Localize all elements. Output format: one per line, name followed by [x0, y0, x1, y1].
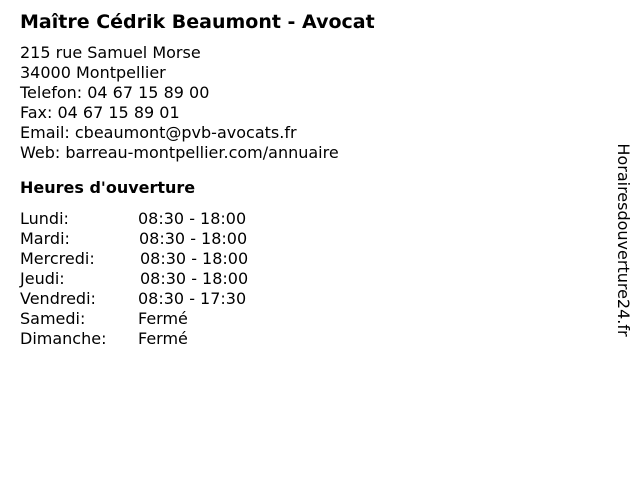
- time-value: 08:30 - 18:00: [140, 249, 249, 268]
- site-watermark: Horairesdouverture24.fr: [614, 143, 633, 337]
- hours-row-saturday: [20, 309, 590, 329]
- hours-row-sunday: [20, 329, 590, 349]
- time-value: 08:30 - 18:00: [140, 269, 249, 288]
- time-value: 08:30 - 18:00: [139, 229, 248, 248]
- time-value: Fermé: [138, 329, 188, 348]
- day-label: Samedi:: [20, 309, 86, 328]
- day-label: Lundi:: [20, 209, 69, 228]
- day-label: Mercredi:: [20, 249, 95, 268]
- fax-number: Fax: 04 67 15 89 01: [20, 103, 180, 122]
- city-address: 34000 Montpellier: [20, 63, 166, 82]
- time-value: Fermé: [138, 309, 188, 328]
- hours-row-wednesday: [20, 249, 590, 269]
- day-label: Mardi:: [20, 229, 70, 248]
- contact-block: [20, 43, 590, 163]
- hours-row-tuesday: [20, 229, 590, 249]
- hours-row-friday: [20, 289, 590, 309]
- day-label: Jeudi:: [20, 269, 65, 288]
- hours-row-monday: [20, 209, 590, 229]
- hours-heading: Heures d'ouverture: [20, 178, 196, 197]
- hours-table: [20, 209, 590, 349]
- phone-number: Telefon: 04 67 15 89 00: [20, 83, 210, 102]
- business-card: [20, 8, 590, 349]
- time-value: 08:30 - 18:00: [138, 209, 247, 228]
- web-address: Web: barreau-montpellier.com/annuaire: [20, 143, 339, 162]
- hours-row-thursday: [20, 269, 590, 289]
- email-address: Email: cbeaumont@pvb-avocats.fr: [20, 123, 297, 142]
- street-address: 215 rue Samuel Morse: [20, 43, 201, 62]
- day-label: Vendredi:: [20, 289, 96, 308]
- day-label: Dimanche:: [20, 329, 107, 348]
- time-value: 08:30 - 17:30: [138, 289, 247, 308]
- business-title: Maître Cédrik Beaumont - Avocat: [20, 11, 375, 33]
